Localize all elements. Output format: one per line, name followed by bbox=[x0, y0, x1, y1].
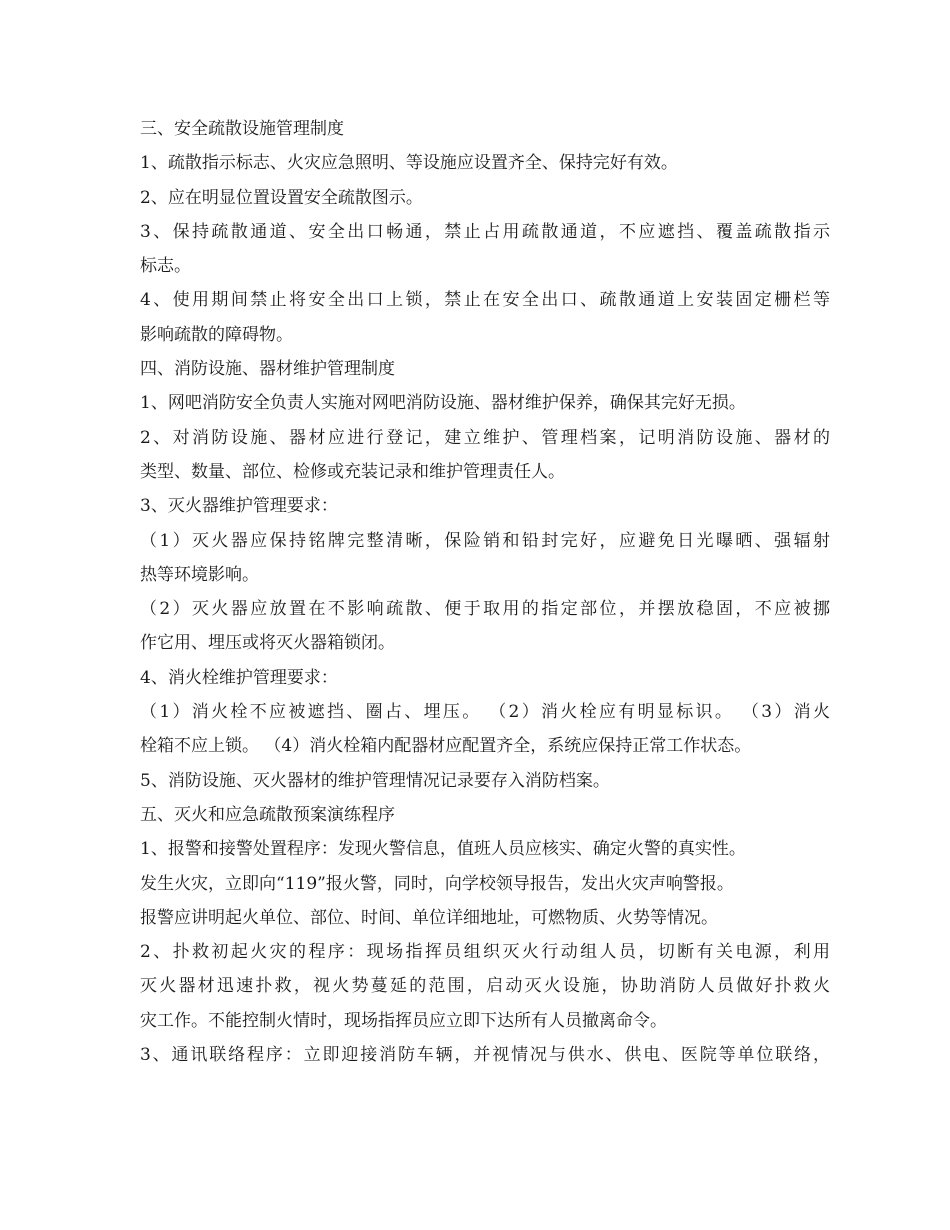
text-line: 4、使用期间禁止将安全出口上锁，禁止在安全出口、疏散通道上安装固定栅栏等 bbox=[140, 290, 830, 311]
text-line: 灭火器材迅速扑救，视火势蔓延的范围，启动灭火设施，协助消防人员做好扑救火 bbox=[140, 976, 830, 997]
text-line: （1）消火栓不应被遮挡、圈占、埋压。 （2）消火栓应有明显标识。 （3）消火 bbox=[140, 702, 830, 723]
text-line: 影响疏散的障碍物。 bbox=[140, 324, 293, 345]
section-heading: 四、消防设施、器材维护管理制度 bbox=[140, 359, 395, 380]
text-line: 5、消防设施、灭火器材的维护管理情况记录要存入消防档案。 bbox=[140, 770, 610, 791]
text-line: 2、应在明显位置设置安全疏散图示。 bbox=[140, 187, 423, 208]
text-line: 3、灭火器维护管理要求： bbox=[140, 496, 338, 517]
text-line: 栓箱不应上锁。 （4）消火栓箱内配器材应配置齐全，系统应保持正常工作状态。 bbox=[140, 736, 752, 757]
text-line: 1、报警和接警处置程序：发现火警信息，值班人员应核实、确定火警的真实性。 bbox=[140, 839, 746, 860]
text-line: 标志。 bbox=[140, 256, 191, 277]
text-line: 3、通讯联络程序：立即迎接消防车辆，并视情况与供水、供电、医院等单位联络， bbox=[140, 1045, 830, 1066]
text-line: 灾工作。不能控制火情时，现场指挥员应立即下达所有人员撤离命令。 bbox=[140, 1010, 667, 1031]
text-line: （2）灭火器应放置在不影响疏散、便于取用的指定部位，并摆放稳固，不应被挪 bbox=[140, 599, 830, 620]
text-line: 热等环境影响。 bbox=[140, 564, 259, 585]
section-heading: 三、安全疏散设施管理制度 bbox=[140, 119, 344, 139]
text-line: 2、对消防设施、器材应进行登记，建立维护、管理档案，记明消防设施、器材的 bbox=[140, 427, 830, 448]
text-line: 3、保持疏散通道、安全出口畅通，禁止占用疏散通道，不应遮挡、覆盖疏散指示 bbox=[140, 221, 830, 242]
section-heading: 五、灭火和应急疏散预案演练程序 bbox=[140, 804, 395, 825]
text-line: 1、网吧消防安全负责人实施对网吧消防设施、器材维护保养，确保其完好无损。 bbox=[140, 393, 746, 414]
text-line: 1、疏散指示标志、火灾应急照明、等设施应设置齐全、保持完好有效。 bbox=[140, 153, 678, 174]
document-body bbox=[140, 112, 830, 1072]
text-line: 4、消火栓维护管理要求： bbox=[140, 667, 338, 688]
text-line: 报警应讲明起火单位、部位、时间、单位详细地址，可燃物质、火势等情况。 bbox=[140, 907, 718, 928]
text-line: 作它用、埋压或将灭火器箱锁闭。 bbox=[140, 633, 395, 654]
text-line: 类型、数量、部位、检修或充装记录和维护管理责任人。 bbox=[140, 461, 565, 482]
text-line: 2、扑救初起火灾的程序：现场指挥员组织灭火行动组人员，切断有关电源，利用 bbox=[140, 942, 830, 963]
text-line: （1）灭火器应保持铭牌完整清晰，保险销和铅封完好，应避免日光曝晒、强辐射 bbox=[140, 530, 830, 551]
text-line: 发生火灾，立即向“119”报火警，同时，向学校领导报告，发出火灾声响警报。 bbox=[140, 873, 734, 894]
